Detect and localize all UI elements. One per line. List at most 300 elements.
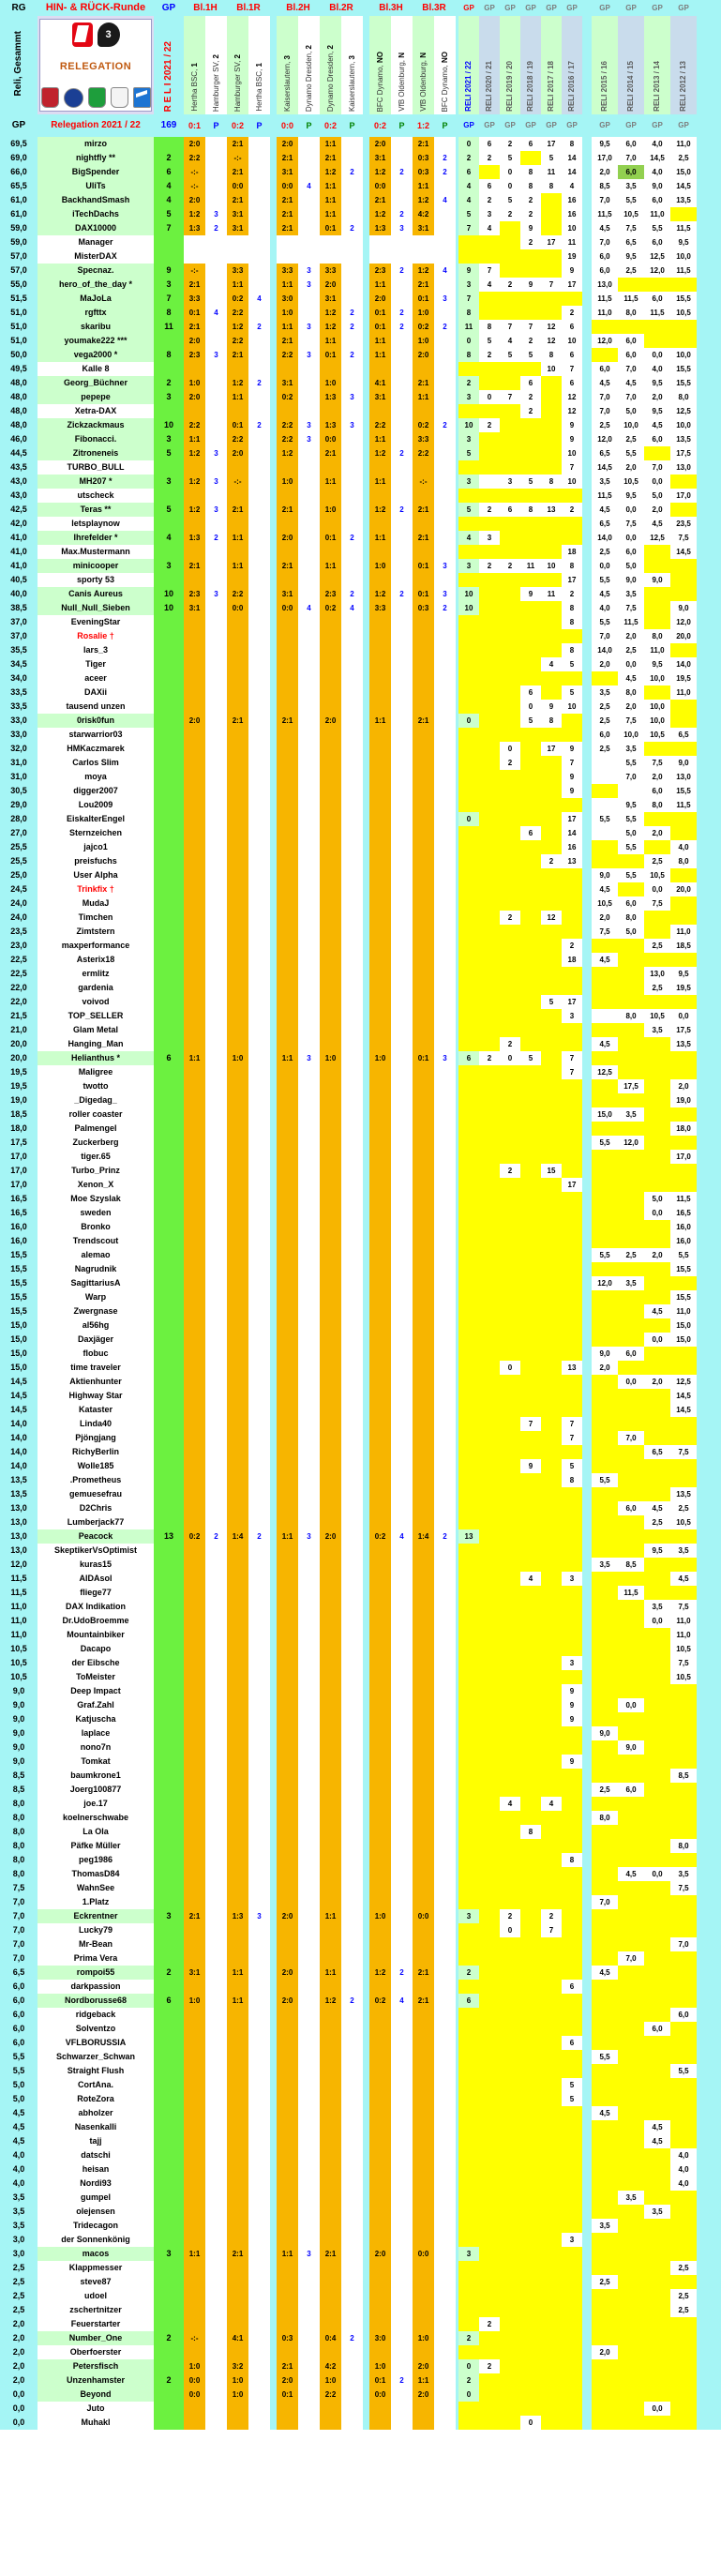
history-cell [520,1980,541,1994]
history-cell [520,1178,541,1192]
player-name: Timchen [38,911,154,925]
prediction-cell: 1:1 [277,320,298,334]
gp-count-cell [154,896,184,911]
prediction-cell [184,770,205,784]
history-cell [541,1740,562,1755]
prediction-cell [277,798,298,812]
player-name: MudaJ [38,896,154,911]
history-cell [500,2303,520,2317]
points-cell: 2 [391,2373,413,2388]
history-cell: 6 [562,348,582,362]
history-cell: 11 [458,320,479,334]
history-cell [520,489,541,503]
prediction-cell: -:- [184,264,205,278]
prediction-cell [184,489,205,503]
prediction-cell [184,995,205,1009]
prediction-cell [413,1192,434,1206]
history-cell [541,376,562,390]
rank-cell: 8,0 [0,1867,38,1881]
history-cell [479,1881,500,1895]
history-cell [644,2036,670,2050]
history-cell: 9,5 [670,967,697,981]
prediction-cell [369,489,391,503]
prediction-cell [227,1248,248,1262]
points-cell [341,503,363,517]
points-cell [341,489,363,503]
points-cell [248,1642,270,1656]
history-cell [500,953,520,967]
history-cell [644,995,670,1009]
rank-cell: 0,0 [0,2388,38,2402]
prediction-cell [184,2402,205,2416]
gp-count-cell [154,1544,184,1558]
rank-cell: 11,0 [0,1614,38,1628]
points-cell [298,1009,320,1023]
prediction-cell [227,925,248,939]
history-cell [644,2388,670,2402]
history-cell: 2,5 [618,432,644,446]
history-cell: 2 [541,1909,562,1923]
history-cell: 13,0 [670,460,697,475]
points-cell [298,967,320,981]
history-cell: 2,0 [592,657,618,671]
points-cell [298,714,320,728]
points-cell [248,1656,270,1670]
history-cell: 23,5 [670,517,697,531]
history-cell [541,1107,562,1122]
points-cell [434,207,456,221]
history-cell [500,1459,520,1473]
prediction-cell [277,896,298,911]
history-cell: 7,5 [644,756,670,770]
prediction-cell [227,235,248,249]
prediction-cell [413,1262,434,1276]
history-cell [541,798,562,812]
prediction-cell [227,1726,248,1740]
history-cell: 14,5 [670,1403,697,1417]
prediction-cell [184,2022,205,2036]
points-cell [248,278,270,292]
points-cell [205,151,227,165]
gp-count-cell [154,1839,184,1853]
history-cell [500,1544,520,1558]
history-cell: 10,5 [670,306,697,320]
points-cell [205,882,227,896]
prediction-cell [413,812,434,826]
history-cell [520,2359,541,2373]
history-cell [562,1136,582,1150]
points-cell [341,235,363,249]
prediction-cell [320,1122,341,1136]
history-cell: 14 [562,151,582,165]
points-cell [341,1009,363,1023]
prediction-cell [277,1487,298,1501]
player-name: MH207 * [38,475,154,489]
history-cell [479,2106,500,2120]
history-cell [500,545,520,559]
prediction-cell [184,1403,205,1417]
history-cell: 8 [562,1473,582,1487]
prediction-cell [369,2120,391,2134]
points-cell [434,1558,456,1572]
points-cell [391,235,413,249]
history-cell [644,1825,670,1839]
history-cell [670,1923,697,1937]
prediction-cell [413,1093,434,1107]
history-cell [458,854,479,868]
prediction-cell [184,798,205,812]
prediction-cell [320,643,341,657]
prediction-cell: 0:2 [413,320,434,334]
history-cell: 6,0 [592,362,618,376]
points-cell [248,601,270,615]
prediction-cell [320,700,341,714]
history-cell: 7,5 [592,925,618,939]
gp-count-cell [154,1248,184,1262]
points-cell: 2 [341,1994,363,2008]
history-cell: 2 [500,1909,520,1923]
points-cell [391,2036,413,2050]
history-cell [500,2261,520,2275]
points-cell: 3 [205,475,227,489]
points-cell [248,503,270,517]
history-cell [520,896,541,911]
player-name: nono7n [38,1740,154,1755]
history-cell [458,882,479,896]
points-cell [248,854,270,868]
history-cell [520,2388,541,2402]
history-cell: 9 [458,264,479,278]
history-cell: 7,5 [618,221,644,235]
history-cell [541,221,562,235]
history-cell [520,1783,541,1797]
prediction-cell [184,545,205,559]
points-cell [391,1951,413,1966]
points-cell [391,2402,413,2416]
history-cell [500,1093,520,1107]
history-cell: 16,0 [670,1234,697,1248]
prediction-cell [369,1544,391,1558]
prediction-cell [277,2289,298,2303]
history-cell [541,756,562,770]
history-cell: 6,0 [618,348,644,362]
history-cell: 4,5 [592,882,618,896]
rank-cell: 4,0 [0,2162,38,2177]
history-cell [562,489,582,503]
history-cell [541,1459,562,1473]
points-cell [298,2177,320,2191]
prediction-cell [227,1937,248,1951]
points-cell [248,882,270,896]
history-cell: 7,5 [670,1656,697,1670]
history-cell: 11 [562,235,582,249]
history-cell: 5,5 [618,812,644,826]
prediction-cell [413,1642,434,1656]
gp-count-cell [154,2205,184,2219]
points-cell [205,2078,227,2092]
rank-cell: 2,5 [0,2289,38,2303]
player-name: SkeptikerVsOptimist [38,1544,154,1558]
history-cell [562,882,582,896]
history-cell [541,1079,562,1093]
points-cell [248,2359,270,2373]
history-cell [541,925,562,939]
prediction-cell [184,2275,205,2289]
prediction-cell: 0:0 [413,2247,434,2261]
points-cell [205,193,227,207]
history-cell [458,1164,479,1178]
history-cell [562,1192,582,1206]
history-cell: 12 [541,911,562,925]
points-cell: 2 [341,306,363,320]
history-cell [644,1656,670,1670]
gp-count-cell [154,981,184,995]
history-cell: 4,0 [670,840,697,854]
history-cell [562,981,582,995]
history-cell: 2 [500,278,520,292]
history-cell [479,1361,500,1375]
prediction-cell: 1:3 [227,1909,248,1923]
player-name: rgfttx [38,306,154,320]
points-cell: 2 [391,1966,413,1980]
prediction-cell [320,2162,341,2177]
prediction-cell [184,2219,205,2233]
history-cell [618,1853,644,1867]
prediction-cell: 1:1 [369,348,391,362]
history-cell: 11,5 [592,207,618,221]
prediction-cell [227,2261,248,2275]
history-cell: 7 [500,390,520,404]
history-cell [592,1614,618,1628]
points-cell: 3 [341,390,363,404]
prediction-cell: 0:0 [320,432,341,446]
history-cell [520,1544,541,1558]
points-cell [434,249,456,264]
points-cell [434,2162,456,2177]
history-cell [479,1980,500,1994]
rank-cell: 43,0 [0,489,38,503]
points-cell [391,770,413,784]
history-cell [520,2331,541,2345]
prediction-cell: 1:2 [369,503,391,517]
player-name: letsplaynow [38,517,154,531]
prediction-cell [369,1811,391,1825]
rank-cell: 7,5 [0,1881,38,1895]
history-cell [541,1558,562,1572]
points-cell [248,1178,270,1192]
history-cell [479,460,500,475]
history-cell [618,1895,644,1909]
prediction-cell [277,826,298,840]
prediction-cell: 1:4 [227,1529,248,1544]
history-cell: 8,0 [618,911,644,925]
history-cell: 2 [500,1164,520,1178]
prediction-cell [413,826,434,840]
prediction-cell [369,1220,391,1234]
history-cell [618,2359,644,2373]
history-cell [520,2008,541,2022]
prediction-cell [227,826,248,840]
history-cell [479,1262,500,1276]
prediction-cell [369,1178,391,1192]
points-cell [341,1937,363,1951]
points-cell [205,1769,227,1783]
history-cell [670,2402,697,2416]
history-cell: 11,0 [670,1614,697,1628]
points-cell [341,1361,363,1375]
points-cell [298,1544,320,1558]
gp-count-cell [154,1290,184,1304]
history-cell [541,1895,562,1909]
prediction-cell [320,1248,341,1262]
history-cell [458,1755,479,1769]
history-cell [520,1093,541,1107]
history-cell: 5 [541,151,562,165]
rank-cell: 38,5 [0,601,38,615]
points-cell [434,2345,456,2359]
prediction-cell: 1:1 [369,475,391,489]
prediction-cell [277,882,298,896]
history-cell [479,995,500,1009]
history-cell [479,798,500,812]
prediction-cell [227,1318,248,1333]
history-cell [592,1304,618,1318]
prediction-cell: 2:0 [369,292,391,306]
history-cell [618,1178,644,1192]
history-cell [500,2345,520,2359]
history-cell [592,1023,618,1037]
prediction-cell: 1:3 [184,221,205,235]
history-cell [670,334,697,348]
prediction-cell [369,1023,391,1037]
history-cell [644,812,670,826]
points-cell [434,503,456,517]
history-cell: 5,0 [618,404,644,418]
history-cell: 19,5 [670,671,697,685]
prediction-cell [184,517,205,531]
history-cell [479,2022,500,2036]
history-cell [541,2148,562,2162]
prediction-cell: 3:3 [184,292,205,306]
points-cell [248,1431,270,1445]
history-cell [541,981,562,995]
history-cell: 2,5 [644,981,670,995]
gp-count-cell [154,1487,184,1501]
history-cell [541,601,562,615]
points-cell [434,2092,456,2106]
points-cell [298,235,320,249]
points-cell [391,2219,413,2233]
prediction-cell [369,2148,391,2162]
gp-count-cell [154,2402,184,2416]
points-cell [248,2261,270,2275]
history-cell [618,1544,644,1558]
gp-count-cell: 6 [154,1051,184,1065]
gp-count-cell [154,2008,184,2022]
history-cell: 3 [458,278,479,292]
history-cell [562,1937,582,1951]
points-cell [434,671,456,685]
history-cell [562,1487,582,1501]
points-cell [434,854,456,868]
history-cell: 4,5 [618,1867,644,1881]
history-cell [520,784,541,798]
history-cell: 19,0 [670,1093,697,1107]
prediction-cell [227,700,248,714]
points-cell [205,264,227,278]
gp-count-cell [154,2036,184,2050]
prediction-cell [227,1825,248,1839]
prediction-cell [413,2022,434,2036]
points-cell [391,1726,413,1740]
history-cell: 2 [479,2359,500,2373]
points-cell [205,1347,227,1361]
history-cell [500,1023,520,1037]
points-cell: 3 [298,320,320,334]
prediction-cell: 2:1 [184,559,205,573]
history-cell: 15,0 [670,1333,697,1347]
prediction-cell [320,925,341,939]
history-cell: 12,0 [592,1276,618,1290]
player-name: Petersfisch [38,2359,154,2373]
prediction-cell [227,798,248,812]
history-cell: 14,0 [592,531,618,545]
history-cell: 9 [562,1684,582,1698]
prediction-cell [413,1670,434,1684]
history-cell [592,2261,618,2275]
history-cell: 2,5 [644,1515,670,1529]
points-cell [298,446,320,460]
history-cell: 5,0 [618,559,644,573]
points-cell [205,1122,227,1136]
history-cell [670,1051,697,1065]
history-cell: 3 [562,1009,582,1023]
points-cell [341,2317,363,2331]
points-cell [248,446,270,460]
prediction-cell: 2:0 [369,2247,391,2261]
points-cell [341,1304,363,1318]
points-cell [391,925,413,939]
prediction-cell: 2:2 [184,418,205,432]
history-cell: 0 [500,1361,520,1375]
gp-count-cell [154,1122,184,1136]
gp-season-header: GP [504,3,516,12]
gp-count-cell: 6 [154,1994,184,2008]
history-cell [458,1276,479,1290]
points-cell [205,615,227,629]
points-cell [341,1220,363,1234]
history-cell [520,1797,541,1811]
rank-cell: 11,5 [0,1586,38,1600]
points-cell [391,1712,413,1726]
history-cell [670,2247,697,2261]
history-cell [500,1473,520,1487]
season-label: RELI 2012 / 13 [670,16,697,114]
points-cell [341,995,363,1009]
points-cell [391,2050,413,2064]
points-cell [248,264,270,278]
history-cell [644,1881,670,1895]
rank-cell: 9,0 [0,1712,38,1726]
rank-cell: 40,0 [0,587,38,601]
history-cell [479,1389,500,1403]
history-cell [458,235,479,249]
prediction-cell [413,2120,434,2134]
prediction-cell: 1:1 [413,390,434,404]
history-cell [479,376,500,390]
rank-cell: 8,5 [0,1783,38,1797]
prediction-cell [227,1867,248,1881]
